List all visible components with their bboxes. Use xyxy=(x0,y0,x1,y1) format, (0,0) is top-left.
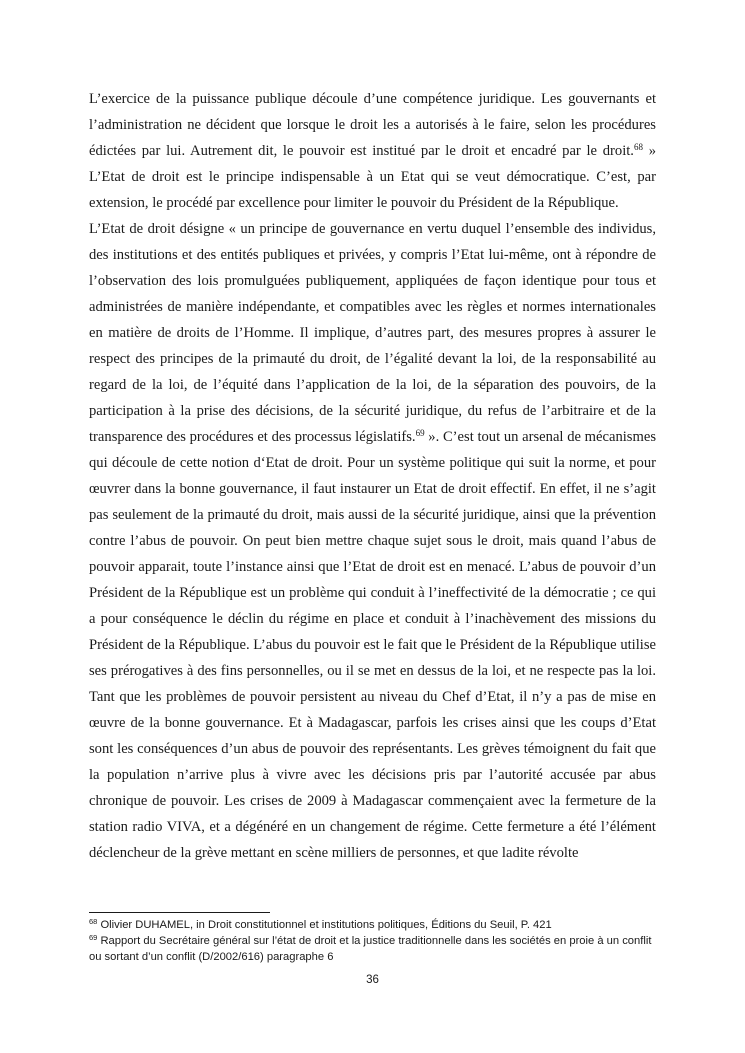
body-text xyxy=(89,86,656,866)
paragraph-1 xyxy=(89,86,656,216)
footnote-text: Rapport du Secrétaire général sur l’état de droit et la justice traditionnelle dans les sociétés en proie à un conflit ou sortant d’un conflit (D/2002/616) paragraphe 6 xyxy=(89,935,652,963)
footnote-ref-68[interactable]: 68 xyxy=(633,142,643,152)
paragraph-text: L’Etat de droit désigne « un principe de gouvernance en vertu duquel l’ensemble des individus, des institutions et des entités publiques et privées, y compris l’Etat lui-même, ont à répondre de l’observation des lois promulguées publiquement, appliquées de façon identique pour tous et administrées de manière indépendante, et compatibles avec les règles et normes internationales en matière de droits de l’Homme. Il implique, d’autres part, des mesures propres à assurer le respect des principes de la primauté du droit, de l’égalité devant la loi, de la responsabilité au regard de la loi, de l’équité dans l’application de la loi, de la séparation des pouvoirs, de la participation à la prise des décisions, de la sécurité juridique, du refus de l’arbitraire et de la transparence des procédures et des processus législatifs. xyxy=(89,221,656,445)
footnote-separator xyxy=(89,912,270,913)
footnote-number: 68 xyxy=(89,917,98,926)
paragraph-2 xyxy=(89,216,656,866)
footnote-text: Olivier DUHAMEL, in Droit constitutionnel et institutions politiques, Éditions du Seuil, P. 421 xyxy=(97,919,552,931)
footnote-ref-69[interactable]: 69 xyxy=(415,428,425,438)
paragraph-text: » L’Etat de droit est le principe indispensable à un Etat qui se veut démocratique. C’est, par extension, le procédé par excellence pour limiter le pouvoir du Président de la République. xyxy=(89,143,656,211)
paragraph-text: L’exercice de la puissance publique découle d’une compétence juridique. Les gouvernants et l’administration ne décident que lorsque le droit les a autorisés à le faire, selon les procédures édictées par lui. Autrement dit, le pouvoir est institué par le droit et encadré par le droit. xyxy=(89,91,656,159)
page-number: 36 xyxy=(366,974,379,986)
footnotes xyxy=(89,917,659,965)
footnote-68 xyxy=(89,917,659,933)
paragraph-text: ». C’est tout un arsenal de mécanismes qui découle de cette notion d‘Etat de droit. Pour un système politique qui suit la norme, et pour œuvrer dans la bonne gouvernance, il faut instaurer un Etat de droit effectif. En effet, il ne s’agit pas seulement de la primauté du droit, mais aussi de la sécurité juridique, ainsi que la prévention contre l’abus de pouvoir. On peut bien mettre chaque sujet sous le droit, mais quand l’abus de pouvoir apparait, toute l’instance ainsi que l’Etat de droit est en menacé. L’abus de pouvoir d’un Président de la République est un problème qui conduit à l’ineffectivité de la démocratie ; ce qui a pour conséquence le déclin du régime en place et conduit à l’inachèvement des missions du Président de la République. L’abus du pouvoir est le fait que le Président de la République utilise ses prérogatives à des fins personnelles, ou il se met en dessus de la loi, et ne respecte pas la loi. Tant que les problèmes de pouvoir persistent au niveau du Chef d’Etat, il n’y a pas de mise en œuvre de la bonne gouvernance. Et à Madagascar, parfois les crises ainsi que les coups d’Etat sont les conséquences d’un abus de pouvoir des représentants. Les grèves témoignent du fait que la population n’arrive plus à vivre avec les décisions pris par l’autorité accusée par abus chronique de pouvoir. Les crises de 2009 à Madagascar commençaient avec la fermeture de la station radio VIVA, et a dégénéré en un changement de régime. Cette fermeture a été l’élément déclencheur de la grève mettant en scène milliers de personnes, et que ladite révolte xyxy=(89,429,656,861)
footnote-number: 69 xyxy=(89,933,98,942)
footnote-69 xyxy=(89,933,659,965)
